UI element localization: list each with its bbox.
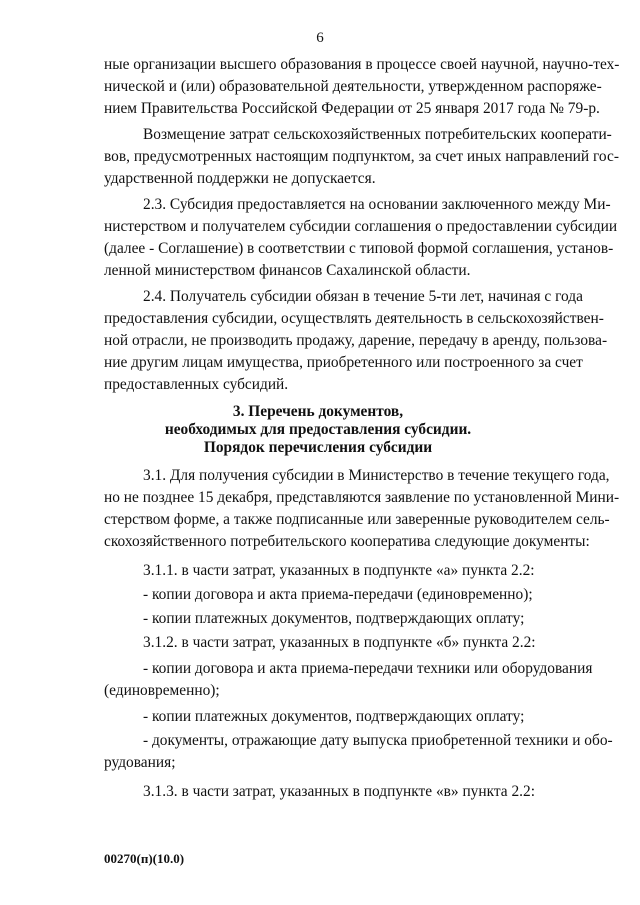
section-heading-line: 3. Перечень документов, bbox=[232, 403, 404, 420]
section-heading-line: необходимых для предоставления субсидии. bbox=[164, 421, 472, 438]
text-line: (далее - Соглашение) в соответствии с типовой формой соглашения, установ- bbox=[104, 240, 614, 257]
text-line: (единовременно); bbox=[104, 682, 220, 699]
text-line: - копии договора и акта приема-передачи (единовременно); bbox=[143, 586, 533, 603]
text-line: Возмещение затрат сельскохозяйственных потребительских кооперати- bbox=[143, 126, 612, 143]
text-line: 2.4. Получатель субсидии обязан в течение 5-ти лет, начиная с года bbox=[143, 288, 583, 305]
text-line: нистерством и получателем субсидии соглашения о предоставлении субсидии bbox=[104, 218, 618, 235]
text-line: предоставления субсидии, осуществлять деятельность в сельскохозяйствен- bbox=[104, 310, 604, 327]
text-line: нической и (или) образовательной деятельности, утвержденном распоряже- bbox=[104, 78, 602, 95]
text-line: предоставленных субсидий. bbox=[104, 376, 289, 393]
section-heading-line: Порядок перечисления субсидии bbox=[203, 439, 433, 456]
text-line: ные организации высшего образования в процессе своей научной, научно-тех- bbox=[104, 56, 620, 73]
text-line: 3.1. Для получения субсидии в Министерство в течение текущего года, bbox=[143, 467, 610, 484]
text-line: - копии платежных документов, подтверждающих оплату; bbox=[143, 610, 525, 627]
text-line: вов, предусмотренных настоящим подпунктом, за счет иных направлений гос- bbox=[104, 148, 619, 165]
text-line: 3.1.1. в части затрат, указанных в подпункте «а» пункта 2.2: bbox=[143, 562, 535, 579]
text-line: - копии договора и акта приема-передачи техники или оборудования bbox=[143, 660, 593, 677]
text-line: ной отрасли, не производить продажу, дарение, передачу в аренду, пользова- bbox=[104, 332, 608, 349]
text-line: скохозяйственного потребительского кооператива следующие документы: bbox=[104, 533, 590, 550]
footer-code: 00270(п)(10.0) bbox=[104, 851, 185, 866]
text-line: рудования; bbox=[104, 754, 176, 771]
text-line: ние другим лицам имущества, приобретенного или построенного за счет bbox=[104, 354, 583, 371]
text-line: но не позднее 15 декабря, представляются заявление по установленной Мини- bbox=[104, 489, 620, 506]
page-number: 6 bbox=[316, 30, 324, 46]
text-line: 3.1.2. в части затрат, указанных в подпункте «б» пункта 2.2: bbox=[143, 634, 536, 651]
text-line: 2.3. Субсидия предоставляется на основании заключенного между Ми- bbox=[143, 196, 611, 213]
text-line: - копии платежных документов, подтверждающих оплату; bbox=[143, 708, 525, 725]
text-line: ленной министерством финансов Сахалинской области. bbox=[104, 262, 471, 279]
text-line: ударственной поддержки не допускается. bbox=[104, 170, 376, 187]
text-line: 3.1.3. в части затрат, указанных в подпункте «в» пункта 2.2: bbox=[143, 783, 535, 800]
text-line: стерством форме, а также подписанные или заверенные руководителем сель- bbox=[104, 511, 610, 528]
text-line: нием Правительства Российской Федерации от 25 января 2017 года № 79-р. bbox=[104, 100, 600, 117]
text-line: - документы, отражающие дату выпуска приобретенной техники и обо- bbox=[143, 732, 613, 749]
